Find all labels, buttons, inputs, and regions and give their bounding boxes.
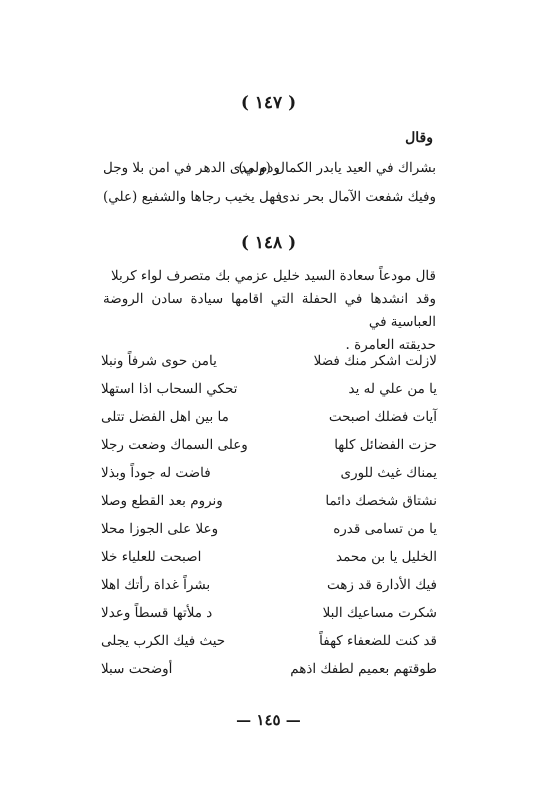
- verse-left-hemistich: ودم مدى الدهر في امن بلا وجل: [103, 160, 280, 176]
- verse-left-hemistich: حيث فيك الكرب يجلى: [101, 633, 226, 649]
- intro-line: وقد انشدها في الحفلة التي اقامها سيادة سادن الروضة العباسية في: [103, 291, 436, 330]
- verse-right-hemistich: وفيك شفعت الآمال بحر ندى: [278, 189, 436, 205]
- verse-right-hemistich: شكرت مساعيك البلا: [322, 605, 437, 621]
- verse-right-hemistich: نشتاق شخصك دائما: [325, 493, 437, 509]
- poem-number-147: ( ١٤٧ ): [240, 93, 297, 113]
- verse-left-hemistich: تحكي السحاب اذا استهلا: [101, 381, 238, 397]
- intro-line: حديقته العامرة .: [345, 337, 436, 353]
- verse-right-hemistich: آيات فضلك اصبحت: [328, 409, 437, 425]
- intro-line: قال مودعاً سعادة السيد خليل عزمي بك متصرف لواء كربلا: [110, 268, 436, 284]
- verse-left-hemistich: د ملأتها قسطاً وعدلا: [101, 605, 213, 621]
- verse-left-hemistich: يامن حوى شرفاً ونبلا: [101, 353, 217, 369]
- poem-number-148: ( ١٤٨ ): [240, 233, 297, 253]
- verse-right-hemistich: لازلت اشكر منك فضلا: [313, 353, 437, 369]
- poem2-intro-paragraph: [103, 265, 436, 357]
- verse-left-hemistich: فاضت له جوداً وبذلا: [101, 465, 211, 481]
- verse-right-hemistich: يا من علي له يد: [348, 381, 437, 397]
- verse-right-hemistich: الخليل يا بن محمد: [336, 549, 437, 565]
- verse-right-hemistich: يمناك غيث للورى: [340, 465, 437, 481]
- verse-left-hemistich: ونروم بعد القطع وصلا: [101, 493, 223, 509]
- verse-left-hemistich: بشراً غداة رأتك اهلا: [101, 577, 211, 593]
- verse-left-hemistich: وعلا على الجوزا محلا: [101, 521, 219, 537]
- verse-left-hemistich: فهل يخيب رجاها والشفيع (علي): [103, 189, 282, 205]
- verse-right-hemistich: طوقتهم بعميم لطفك اذهم: [290, 661, 437, 677]
- verse-left-hemistich: اصبحت للعلياء خلا: [101, 549, 202, 565]
- poem1-intro: وقال: [405, 130, 433, 146]
- verse-left-hemistich: وعلى السماك وضعت رجلا: [101, 437, 248, 453]
- verse-left-hemistich: أوضحت سبلا: [101, 661, 173, 677]
- verse-right-hemistich: قد كنت للضعفاء كهفاً: [319, 633, 437, 649]
- verse-right-hemistich: حزت الفضائل كلها: [334, 437, 437, 453]
- verse-right-hemistich: يا من تسامى قدره: [333, 521, 437, 537]
- verse-right-hemistich: فيك الأدارة قد زهت: [326, 577, 437, 593]
- verse-right-hemistich: بشراك في العيد يابدر الكمال (ولي): [238, 160, 436, 176]
- verse-left-hemistich: ما بين اهل الفضل تتلى: [101, 409, 229, 425]
- page-number: — ١٤٥ —: [236, 711, 301, 729]
